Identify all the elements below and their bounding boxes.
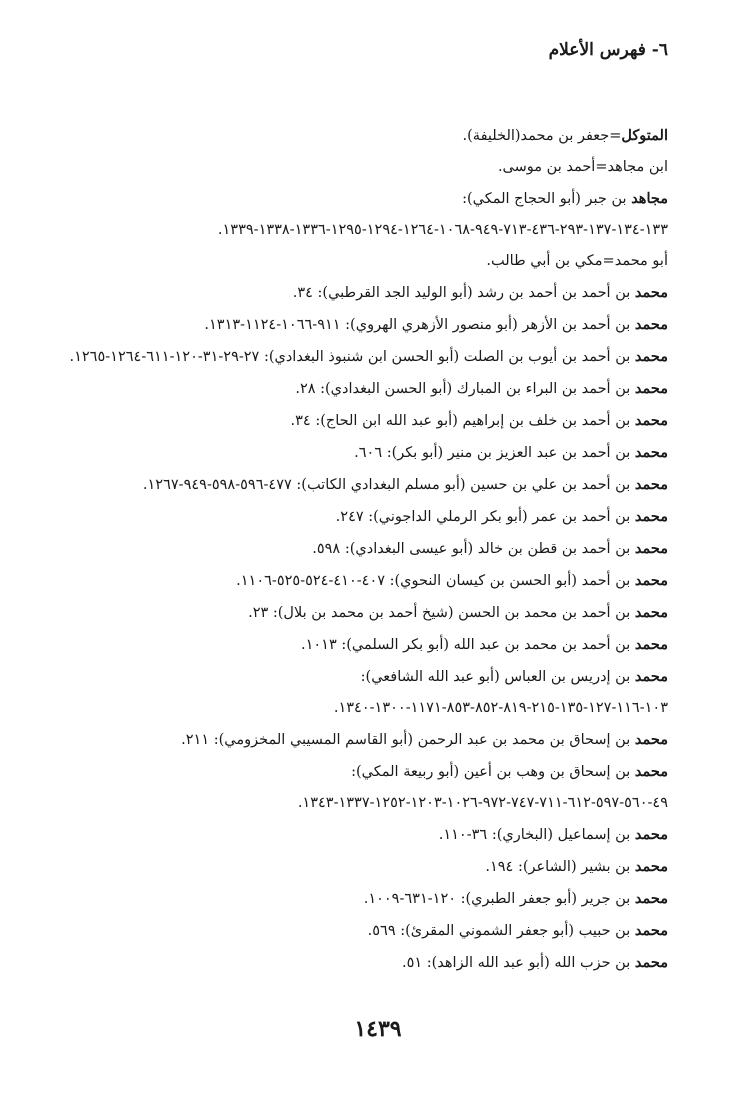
entry-name: محمد (634, 380, 668, 397)
entry-name: محمد (634, 540, 668, 557)
entry-text: ابن مجاهد=أحمد بن موسى. (497, 159, 668, 175)
index-entry (56, 629, 668, 661)
entry-name: محمد (634, 316, 668, 333)
index-entry (56, 724, 668, 756)
entry-text: بن أحمد بن قطن بن خالد (أبو عيسى البغدادي): ٥٩٨. (312, 541, 635, 557)
index-entry-list (56, 120, 668, 979)
entry-text: بن أحمد بن أيوب بن الصلت (أبو الحسن ابن شنبوذ البغدادي): ٢٧-٢٩-٣١-١٢٠-٦١١-١٢٦٤-١٢٦٥. (69, 349, 635, 365)
index-entry (56, 756, 668, 819)
entry-text: بن جرير (أبو جعفر الطبري): ١٢٠-٦٣١-١٠٠٩. (363, 891, 635, 907)
entry-text: بن إسحاق بن وهب بن أعين (أبو ربيعة المكي): ٤٩-٥٦٠-٥٩٧-٦١٢-٧١١-٧٤٧-٩٧٢-١٠٢٦-١٢٠٣-١٢٥٢-١٣٣٧-١٣٤٣. (297, 764, 668, 811)
index-entry (56, 565, 668, 597)
entry-name: محمد (634, 444, 668, 461)
entry-name: محمد (634, 348, 668, 365)
entry-text: بن أحمد بن عبد العزيز بن منير (أبو بكر): ٦٠٦. (354, 445, 635, 461)
index-entry (56, 277, 668, 309)
index-entry (56, 851, 668, 883)
index-entry (56, 152, 668, 183)
index-entry (56, 309, 668, 341)
entry-text: بن أحمد بن عمر (أبو بكر الرملي الداجوني): ٢٤٧. (335, 509, 635, 525)
entry-text: بن أحمد بن الأزهر (أبو منصور الأزهري الهروي): ٩١١-١٠٦٦-١١٢٤-١٣١٣. (204, 317, 635, 333)
index-entry (56, 469, 668, 501)
entry-text: بن أحمد بن البراء بن المبارك (أبو الحسن البغدادي): ٢٨. (295, 381, 635, 397)
index-entry (56, 819, 668, 851)
entry-name: محمد (634, 284, 668, 301)
entry-name: محمد (634, 508, 668, 525)
entry-text: بن أحمد بن محمد بن عبد الله (أبو بكر السلمي): ١٠١٣. (300, 637, 635, 653)
index-entry (56, 373, 668, 405)
entry-name: محمد (634, 858, 668, 875)
entry-text: بن إسماعيل (البخاري): ٣٦-١١٠. (438, 827, 635, 843)
entry-name: محمد (634, 890, 668, 907)
entry-text: بن أحمد بن علي بن حسين (أبو مسلم البغدادي الكاتب): ٤٧٧-٥٩٦-٥٩٨-٩٤٩-١٢٦٧. (142, 477, 635, 493)
entry-name: محمد (634, 476, 668, 493)
entry-text: بن أحمد بن أحمد بن رشد (أبو الوليد الجد القرطبي): ٣٤. (292, 285, 635, 301)
entry-name: محمد (634, 763, 668, 780)
entry-text: بن إدريس بن العباس (أبو عبد الله الشافعي): ١٠٣-١١٦-١٢٧-١٣٥-٢١٥-٨١٩-٨٥٢-٨٥٣-١١٧١-١٣٠٠-١٣٤٠. (333, 669, 668, 716)
entry-name: محمد (634, 731, 668, 748)
entry-name: محمد (634, 668, 668, 685)
entry-text: بن حبيب (أبو جعفر الشموني المقرئ): ٥٦٩. (367, 923, 635, 939)
index-entry (56, 661, 668, 724)
entry-text: بن جبر (أبو الحجاج المكي): ١٣٣-١٣٤-١٣٧-٢٩٣-٤٣٦-٧١٣-٩٤٩-١٠٦٨-١٢٦٤-١٢٩٤-١٢٩٥-١٣٣٦-١٣٣٨-١٣٣٩. (217, 191, 668, 238)
entry-text: بن إسحاق بن محمد بن عبد الرحمن (أبو القاسم المسيبي المخزومي): ٢١١. (181, 732, 635, 748)
index-entry (56, 597, 668, 629)
index-entry (56, 341, 668, 373)
index-entry (56, 120, 668, 152)
index-entry (56, 501, 668, 533)
index-entry (56, 246, 668, 277)
index-entry (56, 883, 668, 915)
page-number: ١٤٣٩ (354, 1016, 402, 1042)
entry-name: محمد (634, 604, 668, 621)
index-entry (56, 437, 668, 469)
entry-text: بن أحمد (أبو الحسن بن كيسان النحوي): ٤٠٧-٤١٠-٥٢٤-٥٢٥-١١٠٦. (236, 573, 635, 589)
entry-name: المتوكل (621, 127, 668, 144)
entry-name: محمد (634, 826, 668, 843)
index-section-title: ٦- فهرس الأعلام (548, 40, 668, 60)
entry-name: محمد (634, 636, 668, 653)
index-entry (56, 915, 668, 947)
index-entry (56, 947, 668, 979)
entry-text: أبو محمد=مكي بن أبي طالب. (486, 253, 668, 269)
index-entry (56, 405, 668, 437)
entry-name: محمد (634, 922, 668, 939)
entry-text: =جعفر بن محمد(الخليفة). (462, 128, 622, 144)
index-entry (56, 183, 668, 246)
entry-name: مجاهد (631, 190, 668, 207)
entry-text: بن أحمد بن خلف بن إبراهيم (أبو عبد الله ابن الحاج): ٣٤. (290, 413, 635, 429)
entry-name: محمد (634, 412, 668, 429)
entry-name: محمد (634, 572, 668, 589)
entry-text: بن حزب الله (أبو عبد الله الزاهد): ٥١. (401, 955, 635, 971)
entry-text: بن بشير (الشاعر): ١٩٤. (485, 859, 635, 875)
index-entry (56, 533, 668, 565)
entry-name: محمد (634, 954, 668, 971)
entry-text: بن أحمد بن محمد بن الحسن (شيخ أحمد بن محمد بن بلال): ٢٣. (248, 605, 635, 621)
